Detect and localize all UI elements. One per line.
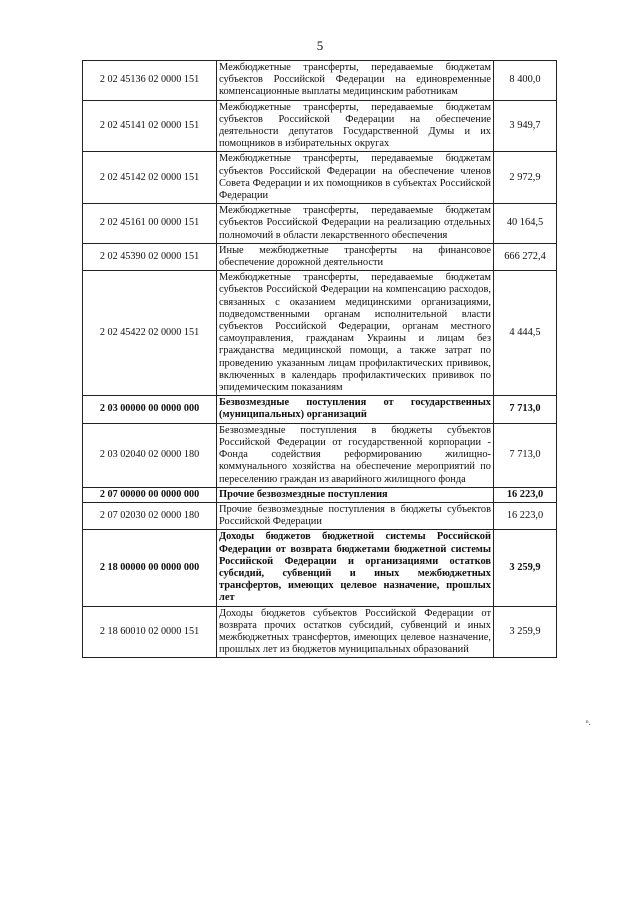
table-row <box>83 61 557 101</box>
budget-amount-cell: 666 272,4 <box>494 243 557 270</box>
table-row <box>83 152 557 204</box>
budget-code-cell: 2 07 02030 02 0000 180 <box>83 502 217 529</box>
budget-amount-cell: 8 400,0 <box>494 61 557 101</box>
budget-amount-cell: 2 972,9 <box>494 152 557 204</box>
budget-code-cell: 2 03 02040 02 0000 180 <box>83 423 217 487</box>
budget-description-cell: Прочие безвозмездные поступления в бюджеты субъектов Российской Федерации <box>217 502 494 529</box>
table-row <box>83 100 557 152</box>
budget-description-cell: Безвозмездные поступления в бюджеты субъектов Российской Федерации от государственной корпорации - Фонда содействия реформированию жилищно-коммунального хозяйства на обеспечение мероприятий по переселению граждан из аварийного жилищного фонда <box>217 423 494 487</box>
corner-mark: ⁿ. <box>586 718 591 727</box>
budget-amount-cell: 3 949,7 <box>494 100 557 152</box>
budget-amount-cell: 7 713,0 <box>494 423 557 487</box>
page-number: 5 <box>316 38 324 53</box>
budget-code-cell: 2 02 45422 02 0000 151 <box>83 271 217 396</box>
budget-description-cell: Доходы бюджетов субъектов Российской Федерации от возврата прочих остатков субсидий, субвенций и иных межбюджетных трансфертов, имеющих целевое назначение, прошлых лет из бюджетов муниципальных образований <box>217 606 494 658</box>
table-row <box>83 243 557 270</box>
budget-code-cell: 2 02 45142 02 0000 151 <box>83 152 217 204</box>
budget-table-body <box>83 61 557 658</box>
budget-amount-cell: 3 259,9 <box>494 606 557 658</box>
budget-code-cell: 2 02 45136 02 0000 151 <box>83 61 217 101</box>
budget-code-cell: 2 02 45141 02 0000 151 <box>83 100 217 152</box>
budget-amount-cell: 16 223,0 <box>494 487 557 502</box>
budget-table <box>82 60 557 658</box>
budget-code-cell: 2 02 45161 00 0000 151 <box>83 204 217 244</box>
table-row <box>83 487 557 502</box>
budget-amount-cell: 16 223,0 <box>494 502 557 529</box>
budget-code-cell: 2 18 00000 00 0000 000 <box>83 530 217 606</box>
table-row <box>83 396 557 423</box>
budget-amount-cell: 7 713,0 <box>494 396 557 423</box>
budget-description-cell: Межбюджетные трансферты, передаваемые бюджетам субъектов Российской Федерации на реализацию отдельных полномочий в области лекарственного обеспечения <box>217 204 494 244</box>
budget-code-cell: 2 02 45390 02 0000 151 <box>83 243 217 270</box>
budget-amount-cell: 3 259,9 <box>494 530 557 606</box>
budget-description-cell: Межбюджетные трансферты, передаваемые бюджетам субъектов Российской Федерации на обеспечение деятельности депутатов Государственной Думы и их помощников в избирательных округах <box>217 100 494 152</box>
budget-description-cell: Доходы бюджетов бюджетной системы Российской Федерации от возврата бюджетами бюджетной системы Российской Федерации и организациями остатков субсидий, субвенций и иных межбюджетных трансфертов, имеющих целевое назначение, прошлых лет <box>217 530 494 606</box>
table-row <box>83 271 557 396</box>
budget-code-cell: 2 03 00000 00 0000 000 <box>83 396 217 423</box>
budget-code-cell: 2 07 00000 00 0000 000 <box>83 487 217 502</box>
budget-description-cell: Иные межбюджетные трансферты на финансовое обеспечение дорожной деятельности <box>217 243 494 270</box>
table-row <box>83 423 557 487</box>
budget-description-cell: Межбюджетные трансферты, передаваемые бюджетам субъектов Российской Федерации на компенсацию расходов, связанных с оказанием медицинскими организациями, подведомственными органам исполнительной власти субъектов Российской Федерации, органам местного самоуправления, гражданам Украины и лицам без гражданства медицинской помощи, а также затрат по проведению указанным лицам профилактических прививок, включенных в календарь профилактических прививок по эпидемическим показаниям <box>217 271 494 396</box>
budget-code-cell: 2 18 60010 02 0000 151 <box>83 606 217 658</box>
budget-description-cell: Прочие безвозмездные поступления <box>217 487 494 502</box>
budget-description-cell: Межбюджетные трансферты, передаваемые бюджетам субъектов Российской Федерации на обеспечение членов Совета Федерации и их помощников в субъектах Российской Федерации <box>217 152 494 204</box>
budget-amount-cell: 4 444,5 <box>494 271 557 396</box>
budget-amount-cell: 40 164,5 <box>494 204 557 244</box>
table-row <box>83 204 557 244</box>
table-row <box>83 606 557 658</box>
table-row <box>83 530 557 606</box>
budget-description-cell: Межбюджетные трансферты, передаваемые бюджетам субъектов Российской Федерации на единовременные компенсационные выплаты медицинским работникам <box>217 61 494 101</box>
table-row <box>83 502 557 529</box>
budget-description-cell: Безвозмездные поступления от государственных (муниципальных) организаций <box>217 396 494 423</box>
